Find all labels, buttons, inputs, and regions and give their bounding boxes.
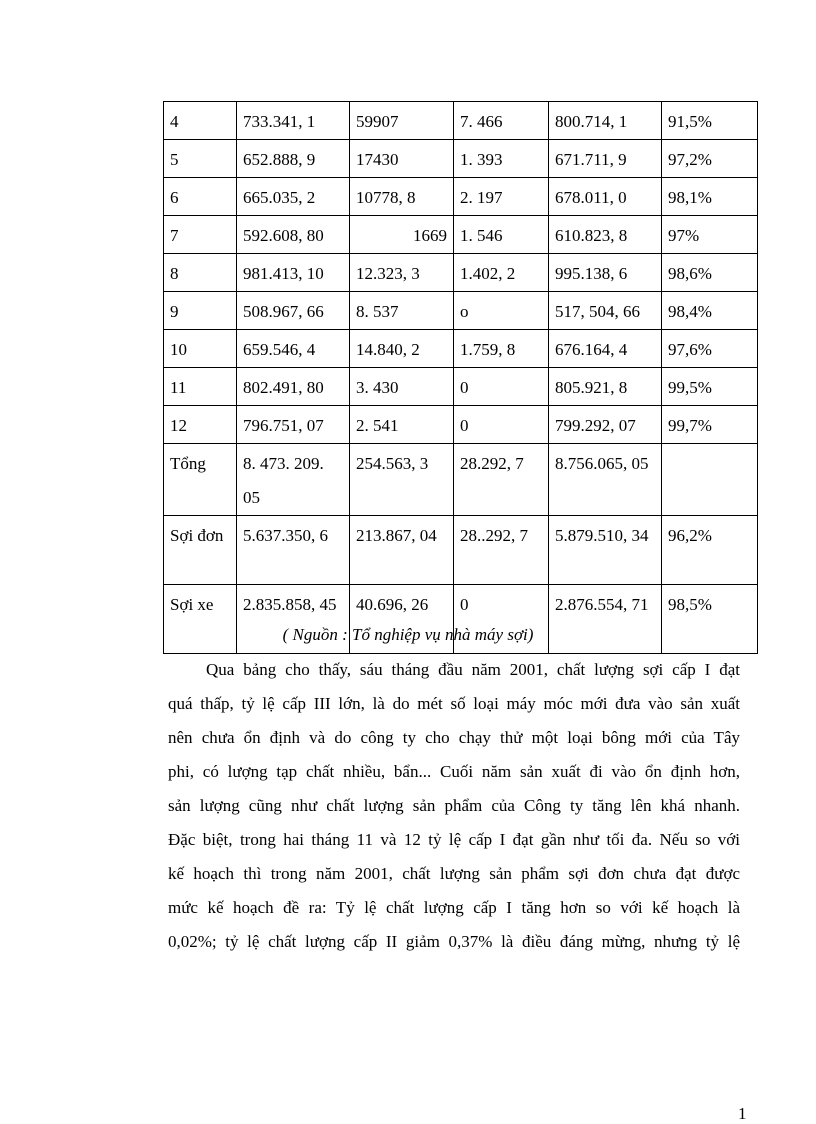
table-cell: 508.967, 66 bbox=[237, 292, 350, 330]
table-cell: 254.563, 3 bbox=[350, 444, 454, 516]
table-cell: 995.138, 6 bbox=[549, 254, 662, 292]
table-cell: 2. 197 bbox=[454, 178, 549, 216]
table-cell: 98,6% bbox=[662, 254, 758, 292]
table-cell: 610.823, 8 bbox=[549, 216, 662, 254]
page-number: 1 bbox=[738, 1104, 747, 1123]
table-cell: Tổng bbox=[164, 444, 237, 516]
table-cell: 1669 bbox=[350, 216, 454, 254]
table-cell: 796.751, 07 bbox=[237, 406, 350, 444]
table-cell: 659.546, 4 bbox=[237, 330, 350, 368]
table-row bbox=[164, 102, 758, 140]
table-cell: 98,1% bbox=[662, 178, 758, 216]
table-row bbox=[164, 444, 758, 516]
paragraph-line: 0,02%; tỷ lệ chất lượng cấp II giảm 0,37% là điều đáng mừng, nhưng tỷ lệ bbox=[168, 932, 740, 951]
table-row bbox=[164, 140, 758, 178]
table-cell: 8.756.065, 05 bbox=[549, 444, 662, 516]
table-cell: 40.696, 26 bbox=[350, 585, 454, 654]
table-cell: 7 bbox=[164, 216, 237, 254]
table-cell: 1.759, 8 bbox=[454, 330, 549, 368]
table-cell: 9 bbox=[164, 292, 237, 330]
table-cell: 97,6% bbox=[662, 330, 758, 368]
table-cell: 1. 393 bbox=[454, 140, 549, 178]
table-row bbox=[164, 330, 758, 368]
table-cell: 5.637.350, 6 bbox=[237, 516, 350, 585]
quality-table-body bbox=[164, 102, 758, 654]
table-cell: 802.491, 80 bbox=[237, 368, 350, 406]
table-cell: 2. 541 bbox=[350, 406, 454, 444]
table-cell: 5.879.510, 34 bbox=[549, 516, 662, 585]
table-cell: 17430 bbox=[350, 140, 454, 178]
table-cell: 8 bbox=[164, 254, 237, 292]
table-cell: 99,5% bbox=[662, 368, 758, 406]
table-cell: 592.608, 80 bbox=[237, 216, 350, 254]
table-cell: 10778, 8 bbox=[350, 178, 454, 216]
table-cell: 3. 430 bbox=[350, 368, 454, 406]
table-row bbox=[164, 254, 758, 292]
table-cell: 0 bbox=[454, 368, 549, 406]
table-cell: 14.840, 2 bbox=[350, 330, 454, 368]
table-cell: 799.292, 07 bbox=[549, 406, 662, 444]
table-cell: 98,4% bbox=[662, 292, 758, 330]
paragraph-line: quá thấp, tỷ lệ cấp III lớn, là do mét số loại máy móc mới đưa vào sản xuất bbox=[168, 694, 740, 713]
table-cell: 7. 466 bbox=[454, 102, 549, 140]
table-cell: Sợi xe bbox=[164, 585, 237, 654]
table-cell: 59907 bbox=[350, 102, 454, 140]
paragraph-line: Qua bảng cho thấy, sáu tháng đầu năm 2001, chất lượng sợi cấp I đạt bbox=[206, 660, 740, 679]
table-cell: Sợi đơn bbox=[164, 516, 237, 585]
table-cell: 8. 537 bbox=[350, 292, 454, 330]
table-cell: 0 bbox=[454, 585, 549, 654]
paragraph-line: mức kế hoạch đề ra: Tỷ lệ chất lượng cấp I tăng hơn so với kế hoạch là bbox=[168, 898, 740, 917]
table-cell: 1.402, 2 bbox=[454, 254, 549, 292]
table-cell: 213.867, 04 bbox=[350, 516, 454, 585]
table-cell: 97,2% bbox=[662, 140, 758, 178]
table-cell: 733.341, 1 bbox=[237, 102, 350, 140]
paragraph-line: nên chưa ổn định và do công ty cho chạy thử một loại bông mới của Tây bbox=[168, 728, 740, 747]
table-cell: 800.714, 1 bbox=[549, 102, 662, 140]
table-cell: 517, 504, 66 bbox=[549, 292, 662, 330]
quality-table bbox=[163, 101, 758, 654]
table-cell: 652.888, 9 bbox=[237, 140, 350, 178]
table-cell: 96,2% bbox=[662, 516, 758, 585]
table-row bbox=[164, 516, 758, 585]
table-cell: 1. 546 bbox=[454, 216, 549, 254]
table-row bbox=[164, 292, 758, 330]
body-paragraph bbox=[168, 653, 740, 959]
table-cell: 28..292, 7 bbox=[454, 516, 549, 585]
table-row bbox=[164, 178, 758, 216]
table-cell: 10 bbox=[164, 330, 237, 368]
table-cell: 8. 473. 209. 05 bbox=[237, 444, 350, 516]
table-cell: 676.164, 4 bbox=[549, 330, 662, 368]
table-cell: 0 bbox=[454, 406, 549, 444]
table-cell: 5 bbox=[164, 140, 237, 178]
table-cell: 12.323, 3 bbox=[350, 254, 454, 292]
table-cell: 4 bbox=[164, 102, 237, 140]
table-cell: 671.711, 9 bbox=[549, 140, 662, 178]
table-cell: 28.292, 7 bbox=[454, 444, 549, 516]
table-cell: 91,5% bbox=[662, 102, 758, 140]
table-cell: 97% bbox=[662, 216, 758, 254]
table-cell: 11 bbox=[164, 368, 237, 406]
table-cell: 6 bbox=[164, 178, 237, 216]
source-note: ( Nguồn : Tổ nghiệp vụ nhà máy sợi) bbox=[282, 625, 534, 644]
table-row bbox=[164, 368, 758, 406]
table-cell: 98,5% bbox=[662, 585, 758, 654]
table-cell: 981.413, 10 bbox=[237, 254, 350, 292]
table-cell: o bbox=[454, 292, 549, 330]
table-cell: 2.876.554, 71 bbox=[549, 585, 662, 654]
table-cell: 665.035, 2 bbox=[237, 178, 350, 216]
paragraph-line: phi, có lượng tạp chất nhiều, bẩn... Cuối năm sản xuất đi vào ổn định hơn, bbox=[168, 762, 740, 781]
paragraph-line: kế hoạch thì trong năm 2001, chất lượng sản phẩm sợi đơn chưa đạt được bbox=[168, 864, 740, 883]
table-row bbox=[164, 216, 758, 254]
paragraph-line: sản lượng cũng như chất lượng sản phẩm của Công ty tăng lên khá nhanh. bbox=[168, 796, 740, 815]
table-cell bbox=[662, 444, 758, 516]
paragraph-line: Đặc biệt, trong hai tháng 11 và 12 tỷ lệ cấp I đạt gần như tối đa. Nếu so với bbox=[168, 830, 740, 849]
table-cell: 99,7% bbox=[662, 406, 758, 444]
table-cell: 12 bbox=[164, 406, 237, 444]
table-cell: 2.835.858, 45 bbox=[237, 585, 350, 654]
table-cell: 805.921, 8 bbox=[549, 368, 662, 406]
table-row bbox=[164, 406, 758, 444]
table-cell: 678.011, 0 bbox=[549, 178, 662, 216]
